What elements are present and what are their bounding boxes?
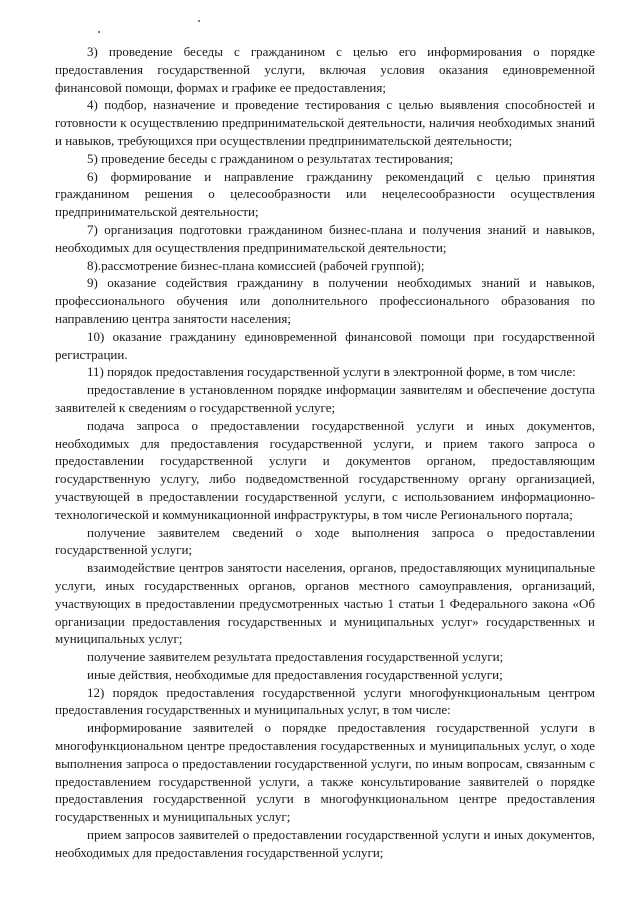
paragraph-mfc-requests: прием запросов заявителей о предоставлении государственной услуги и иных документов, необходимых для предоставления государственной услуги; [55, 827, 595, 860]
document-body [55, 43, 595, 862]
paragraph-item-6: 6) формирование и направление гражданину рекомендаций с целью принятия гражданином решения о целесообразности или нецелесообразности осуществления предпринимательской деятельности; [55, 168, 595, 220]
paragraph-item-8: 8).рассмотрение бизнес-плана комиссией (рабочей группой); [87, 257, 425, 273]
paragraph-electronic-other: иные действия, необходимые для предоставления государственной услуги; [87, 666, 503, 682]
paragraph-electronic-status: получение заявителем сведений о ходе выполнения запроса о предоставлении государственной услуги; [55, 524, 595, 558]
paragraph-electronic-request: подача запроса о предоставлении государственной услуги и иных документов, необходимых для предоставления государственной услуги, и прием такого запроса о предоставлении государственной услуги и документов органом, предоставляющим государственную услугу, либо подведомственной государственному органу организацией, участвующей в предоставлении государственной услуги, с использованием информационно-технологической и коммуникационной инфраструктуры, в том числе Регионального портала; [55, 417, 595, 522]
paragraph-item-11: 11) порядок предоставления государственной услуги в электронной форме, в том числе: [87, 364, 576, 380]
paragraph-electronic-info: предоставление в установленном порядке информации заявителям и обеспечение доступа заявителей к сведениям о государственной услуге; [55, 382, 595, 415]
paragraph-item-12: 12) порядок предоставления государственной услуги многофункциональным центром предоставления государственных и муниципальных услуг, в том числе: [55, 684, 595, 718]
scan-speck [198, 20, 200, 22]
paragraph-item-3: 3) проведение беседы с гражданином с целью его информирования о порядке предоставления государственной услуги, включая условия оказания единовременной финансовой помощи, формах и графике ее предоставления; [55, 44, 595, 95]
paragraph-mfc-informing: информирование заявителей о порядке предоставления государственной услуги в многофункциональном центре предоставления государственных и муниципальных услуг, о ходе выполнения запроса о предоставлении государственной услуги, по иным вопросам, связанным с предоставлением государственной услуги, а также консультирование заявителей о порядке предоставления государственной услуги в многофункциональном центре предоставления государственных и муниципальных услуг; [55, 720, 595, 825]
paragraph-item-7: 7) организация подготовки гражданином бизнес-плана и получения знаний и навыков, необходимых для осуществления предпринимательской деятельности; [55, 221, 595, 255]
paragraph-item-9: 9) оказание содействия гражданину в получении необходимых знаний и навыков, профессионального обучения или дополнительного профессионального образования по направлению центра занятости населения; [55, 275, 595, 326]
paragraph-item-4: 4) подбор, назначение и проведение тестирования с целью выявления способностей и готовности к осуществлению предпринимательской деятельности, наличия необходимых знаний и навыков, требующихся при осуществлении предпринимательской деятельности; [55, 97, 595, 148]
scan-speck [98, 31, 100, 33]
paragraph-item-5: 5) проведение беседы с гражданином о результатах тестирования; [87, 150, 454, 166]
paragraph-item-10: 10) оказание гражданину единовременной финансовой помощи при государственной регистрации. [55, 328, 595, 362]
paragraph-electronic-interaction: взаимодействие центров занятости населения, органов, предоставляющих муниципальные услуги, иных государственных органов, органов местного самоуправления, организаций, участвующих в предоставлении предусмотренных частью 1 статьи 1 Федерального закона «Об организации предоставления государственных и муниципальных услуг» государственных и муниципальных услуг; [55, 560, 595, 647]
paragraph-electronic-result: получение заявителем результата предоставления государственной услуги; [87, 649, 504, 665]
